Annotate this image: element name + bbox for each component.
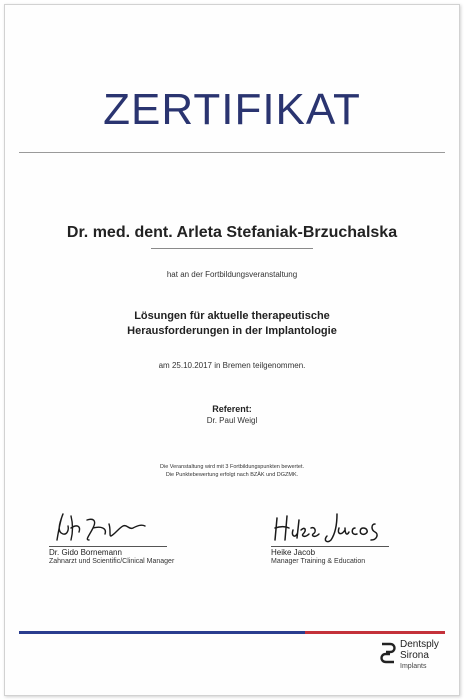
course-title-line2: Herausforderungen in der Implantologie [127, 325, 337, 337]
points-note-line1: Die Veranstaltung wird mit 3 Fortbildungspunkten bewertet. [160, 464, 304, 470]
band-red [305, 631, 445, 634]
signature-line-right [271, 546, 389, 547]
signature-image-right [271, 510, 401, 546]
recipient-underline [151, 248, 313, 249]
brand-color-band [19, 631, 445, 634]
signatory-role-left: Zahnarzt und Scientific/Clinical Manager [49, 558, 175, 565]
logo-sub: Implants [400, 663, 427, 670]
date-text: am 25.10.2017 in Bremen teilgenommen. [158, 361, 306, 370]
referent-name: Dr. Paul Weigl [206, 416, 258, 425]
logo-brand-line2: Sirona [400, 650, 429, 661]
referent-label: Referent: [212, 404, 252, 414]
signatory-name-right: Heike Jacob [271, 548, 316, 557]
recipient-name: Dr. med. dent. Arleta Stefaniak-Brzuchalska [66, 224, 398, 241]
certificate-page [4, 4, 460, 696]
course-title-line1: Lösungen für aktuelle therapeutische [134, 310, 330, 322]
signature-line-left [49, 546, 167, 547]
points-note-line2: Die Punktebewertung erfolgt nach BZÄK und DGZMK. [165, 472, 299, 478]
band-blue [19, 631, 305, 634]
course-title [5, 309, 459, 339]
signature-image-left [49, 510, 169, 546]
certificate-title: ZERTIFIKAT [103, 85, 361, 134]
signature-block-left [49, 510, 209, 565]
signature-block-right [271, 510, 431, 565]
signatory-role-right: Manager Training & Education [271, 558, 366, 565]
intro-text: hat an der Fortbildungsveranstaltung [166, 270, 298, 279]
logo-mark-icon [380, 642, 396, 664]
signatory-name-left: Dr. Gido Bornemann [49, 548, 122, 557]
logo-text [400, 639, 439, 672]
logo-brand-line1: Dentsply [400, 639, 439, 650]
dentsply-sirona-logo [380, 638, 462, 678]
title-divider [19, 152, 445, 153]
points-note [5, 463, 459, 479]
